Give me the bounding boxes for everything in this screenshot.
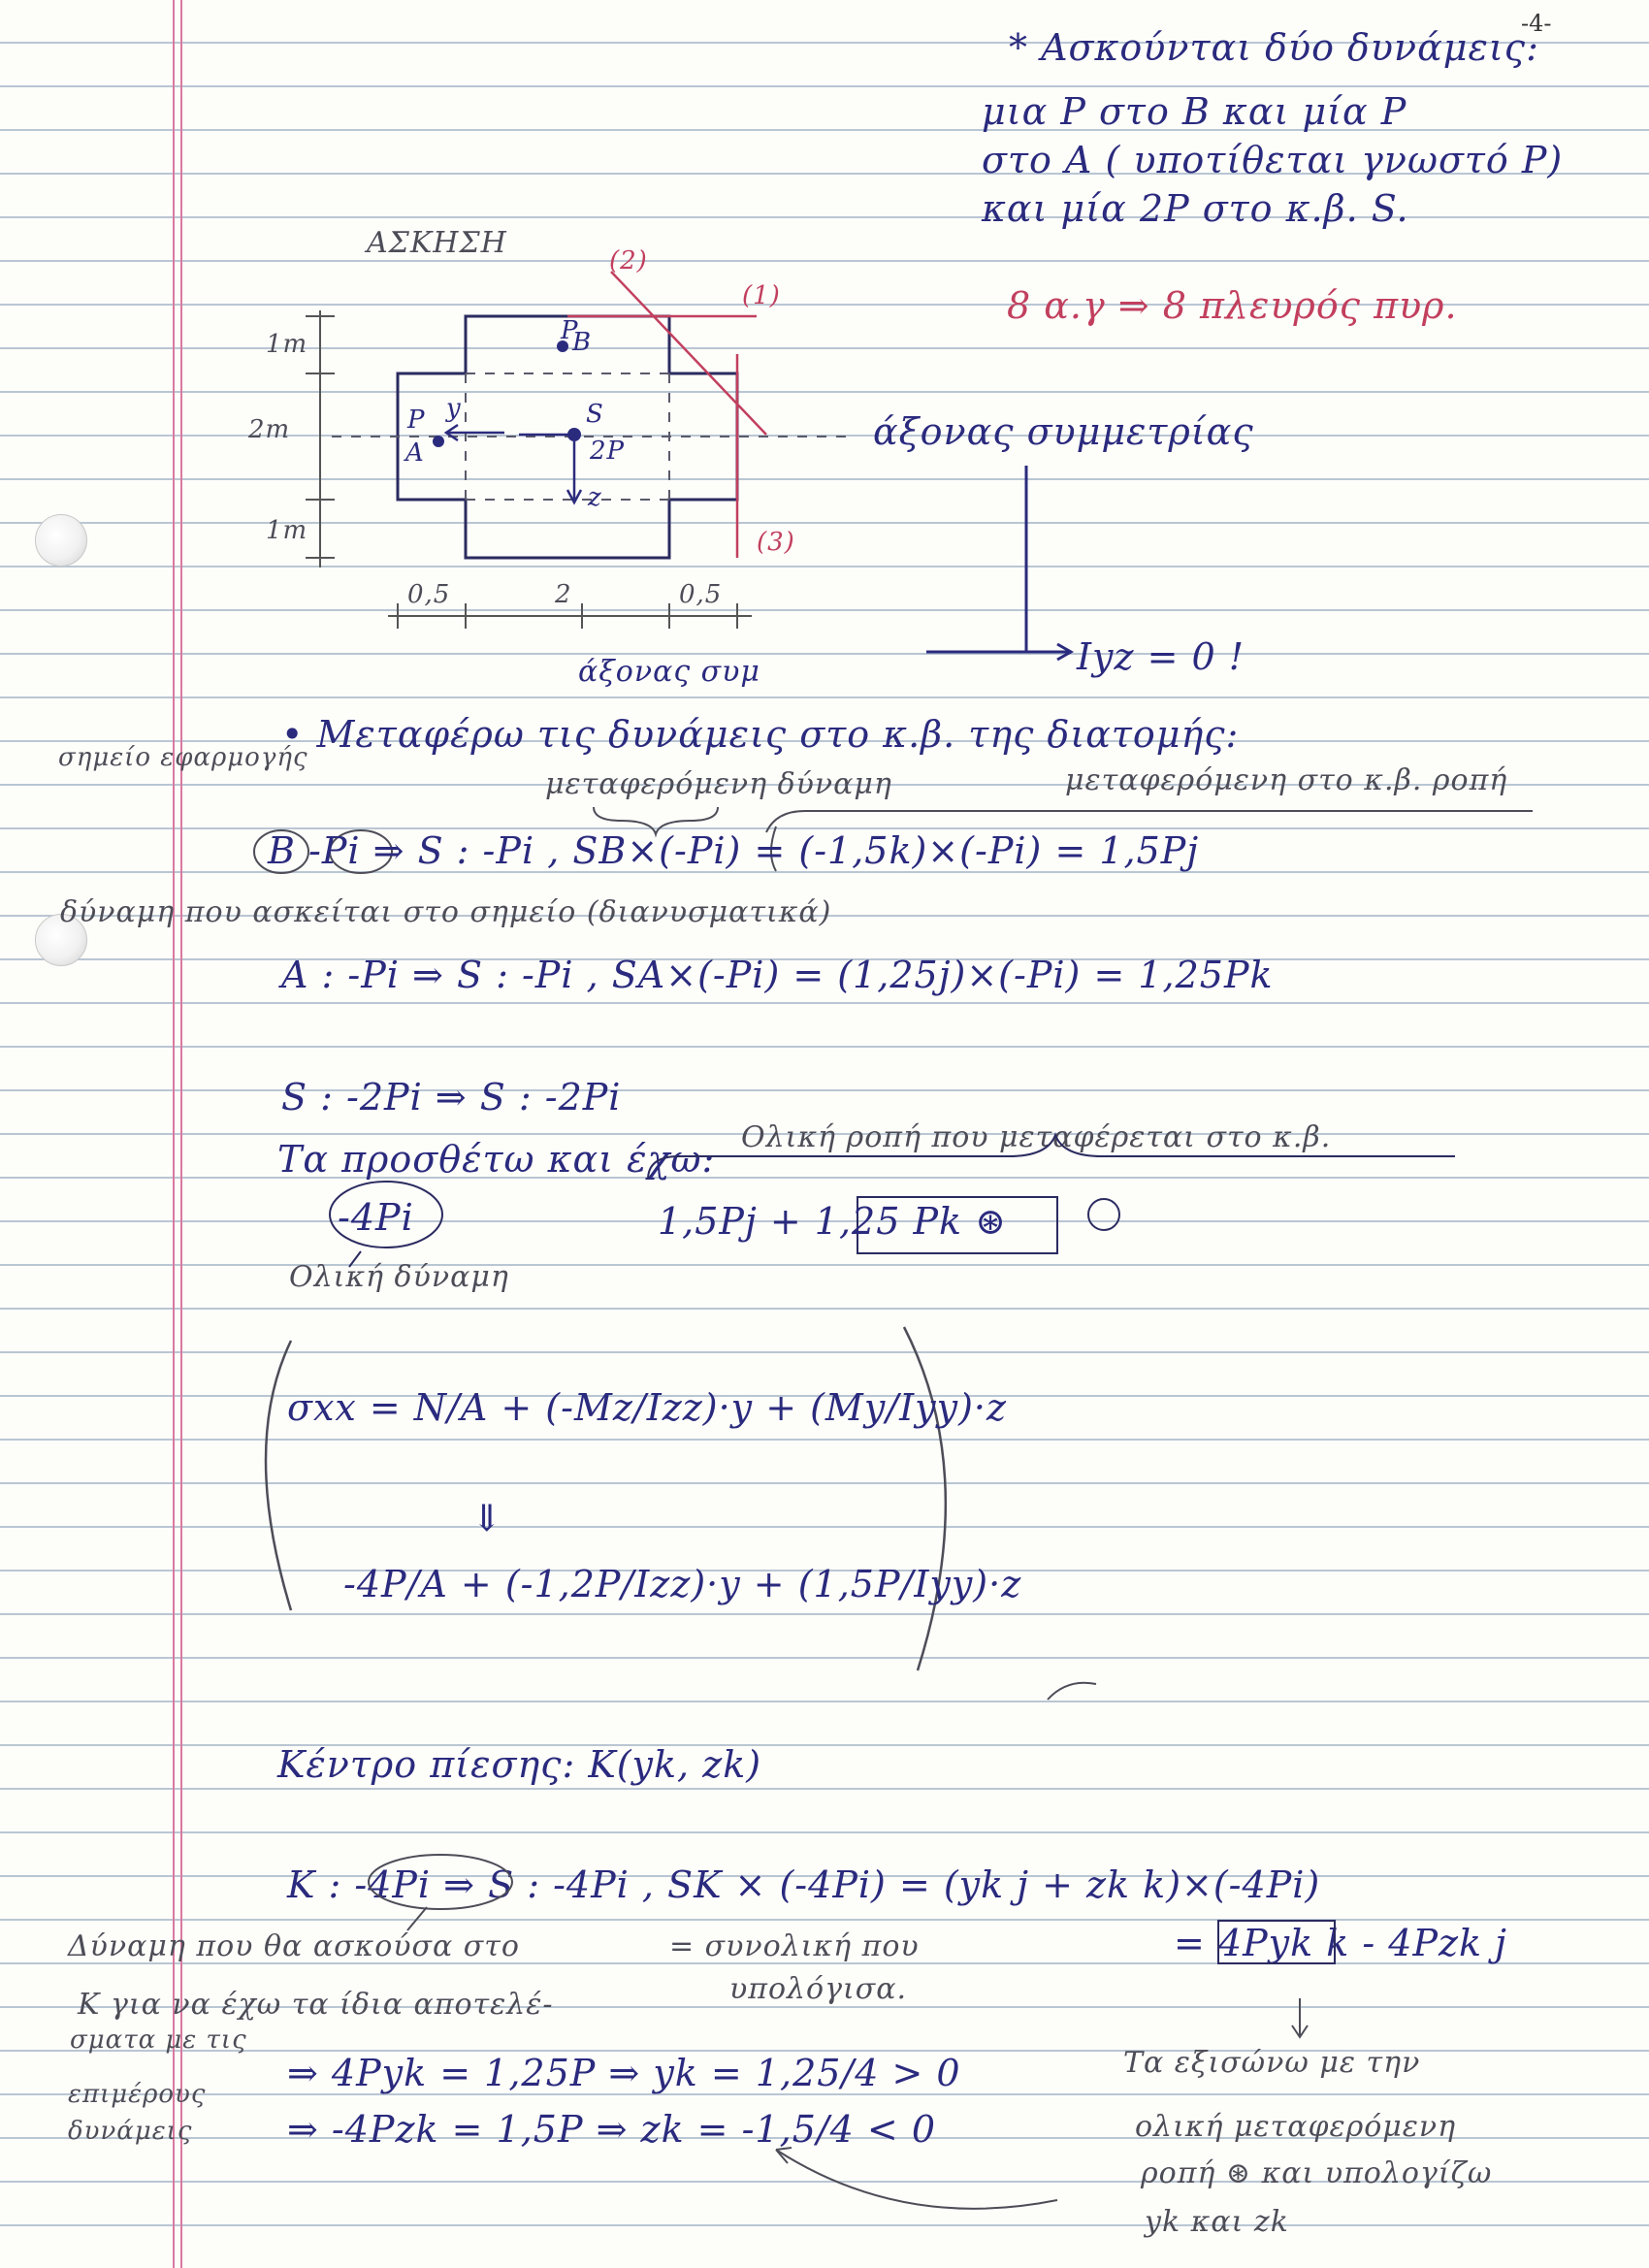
dim-2: 2 [555,580,572,609]
red-note: 8 α.γ ⇒ 8 πλευρός πυρ. [1007,284,1458,327]
stress-eq-arrow: ⇓ [471,1497,503,1539]
solution-row1: ⇒ 4Pyk = 1,25P ⇒ yk = 1,25/4 > 0 [287,2052,961,2094]
final-note-3: ροπή ⊛ και υπολογίζω [1141,2156,1493,2190]
label-A: A [405,438,425,468]
exercise-title: ΑΣΚΗΣΗ [367,226,507,260]
annotation-transferred-moment: μεταφερόμενη στο κ.β. ροπή [1065,763,1508,797]
k-note-2: K για να έχω τα ίδια αποτελέ- [78,1988,554,2022]
sum-note-2: υπολόγισα. [729,1972,908,2006]
intro-line-2: μια P στο B και μία P [982,90,1407,133]
sum-note-1: = συνολική που [669,1929,920,1963]
k-result: = 4Pyk k - 4Pzk j [1174,1922,1507,1964]
total-moment-label: Ολική ροπή που μεταφέρεται στο κ.β. [741,1120,1332,1154]
k-line: K : -4Pi ⇒ S : -4Pi , SK × (-4Pi) = (yk j + zk k)×(-4Pi) [287,1863,1321,1906]
dim-1m-top: 1m [266,330,308,359]
label-P-left: P [407,405,426,435]
transfer-heading: • Μεταφέρω τις δυνάμεις στο κ.β. της διατομής: [281,713,1240,756]
eq-line-A: A : -Pi ⇒ S : -Pi , SA×(-Pi) = (1,25j)×(-Pi) = 1,25Pk [281,954,1274,996]
total-force: -4Pi [338,1196,414,1239]
stress-eq-row2: -4P/A + (-1,2P/Izz)·y + (1,5P/Iyy)·z [343,1563,1022,1605]
k-note-3: σματα με τις [70,2025,247,2055]
pressure-center: Κέντρο πίεσης: K(yk, zk) [277,1743,762,1786]
label-line-2: (2) [609,246,648,275]
label-P-top: P [561,316,579,345]
dim-1m-bottom: 1m [266,516,308,545]
sum-line: Τα προσθέτω και έχω: [277,1138,716,1181]
Iyz-result: Iyz = 0 ! [1077,635,1245,678]
annotation-force-at-point: δύναμη που ασκείται στο σημείο (διανυσματικά) [60,895,832,929]
k-note-1: Δύναμη που θα ασκούσα στο [68,1929,520,1963]
dim-2m: 2m [248,415,291,444]
eq-line-S: S : -2Pi ⇒ S : -2Pi [281,1076,622,1118]
final-note-4: yk και zk [1145,2205,1289,2239]
intro-line-1: * Ασκούνται δύο δυνάμεις: [1009,26,1539,69]
axis-below-label: άξονας συμ [578,655,760,689]
dim-0-5-right: 0,5 [679,580,723,609]
annotation-transferred-force: μεταφερόμενη δύναμη [545,767,892,801]
total-force-label: Ολική δύναμη [289,1260,509,1294]
label-S: S [586,400,604,429]
solution-row2: ⇒ -4Pzk = 1,5P ⇒ zk = -1,5/4 < 0 [287,2108,937,2151]
annotation-application-point: σημείο εφαρμογής [58,743,308,772]
intro-line-4: και μία 2P στο κ.β. S. [982,187,1409,230]
label-B: B [572,328,593,357]
k-note-4: επιμέρους [68,2080,207,2109]
final-note-1: Τα εξισώνω με την [1123,2046,1421,2080]
final-note-2: ολική μεταφερόμενη [1135,2110,1457,2144]
dim-0-5-left: 0,5 [407,580,451,609]
label-y: y [446,394,462,423]
label-line-3: (3) [757,528,795,557]
total-moment: 1,5Pj + 1,25 Pk ⊛ [658,1200,1007,1243]
eq-line-B: B -Pi ⇒ S : -Pi , SB×(-Pi) = (-1,5k)×(-Pi) = 1,5Pj [268,829,1200,872]
intro-line-3: στο A ( υποτίθεται γνωστό P) [982,139,1564,181]
symmetry-axis-label: άξονας συμμετρίας [873,410,1254,453]
label-z: z [588,483,602,512]
k-note-5: δυνάμεις [68,2117,193,2146]
stress-eq-row1: σxx = N/A + (-Mz/Izz)·y + (My/Iyy)·z [287,1386,1007,1429]
page-number: -4- [1521,10,1552,37]
label-2P: 2P [590,437,626,466]
label-line-1: (1) [742,281,781,310]
